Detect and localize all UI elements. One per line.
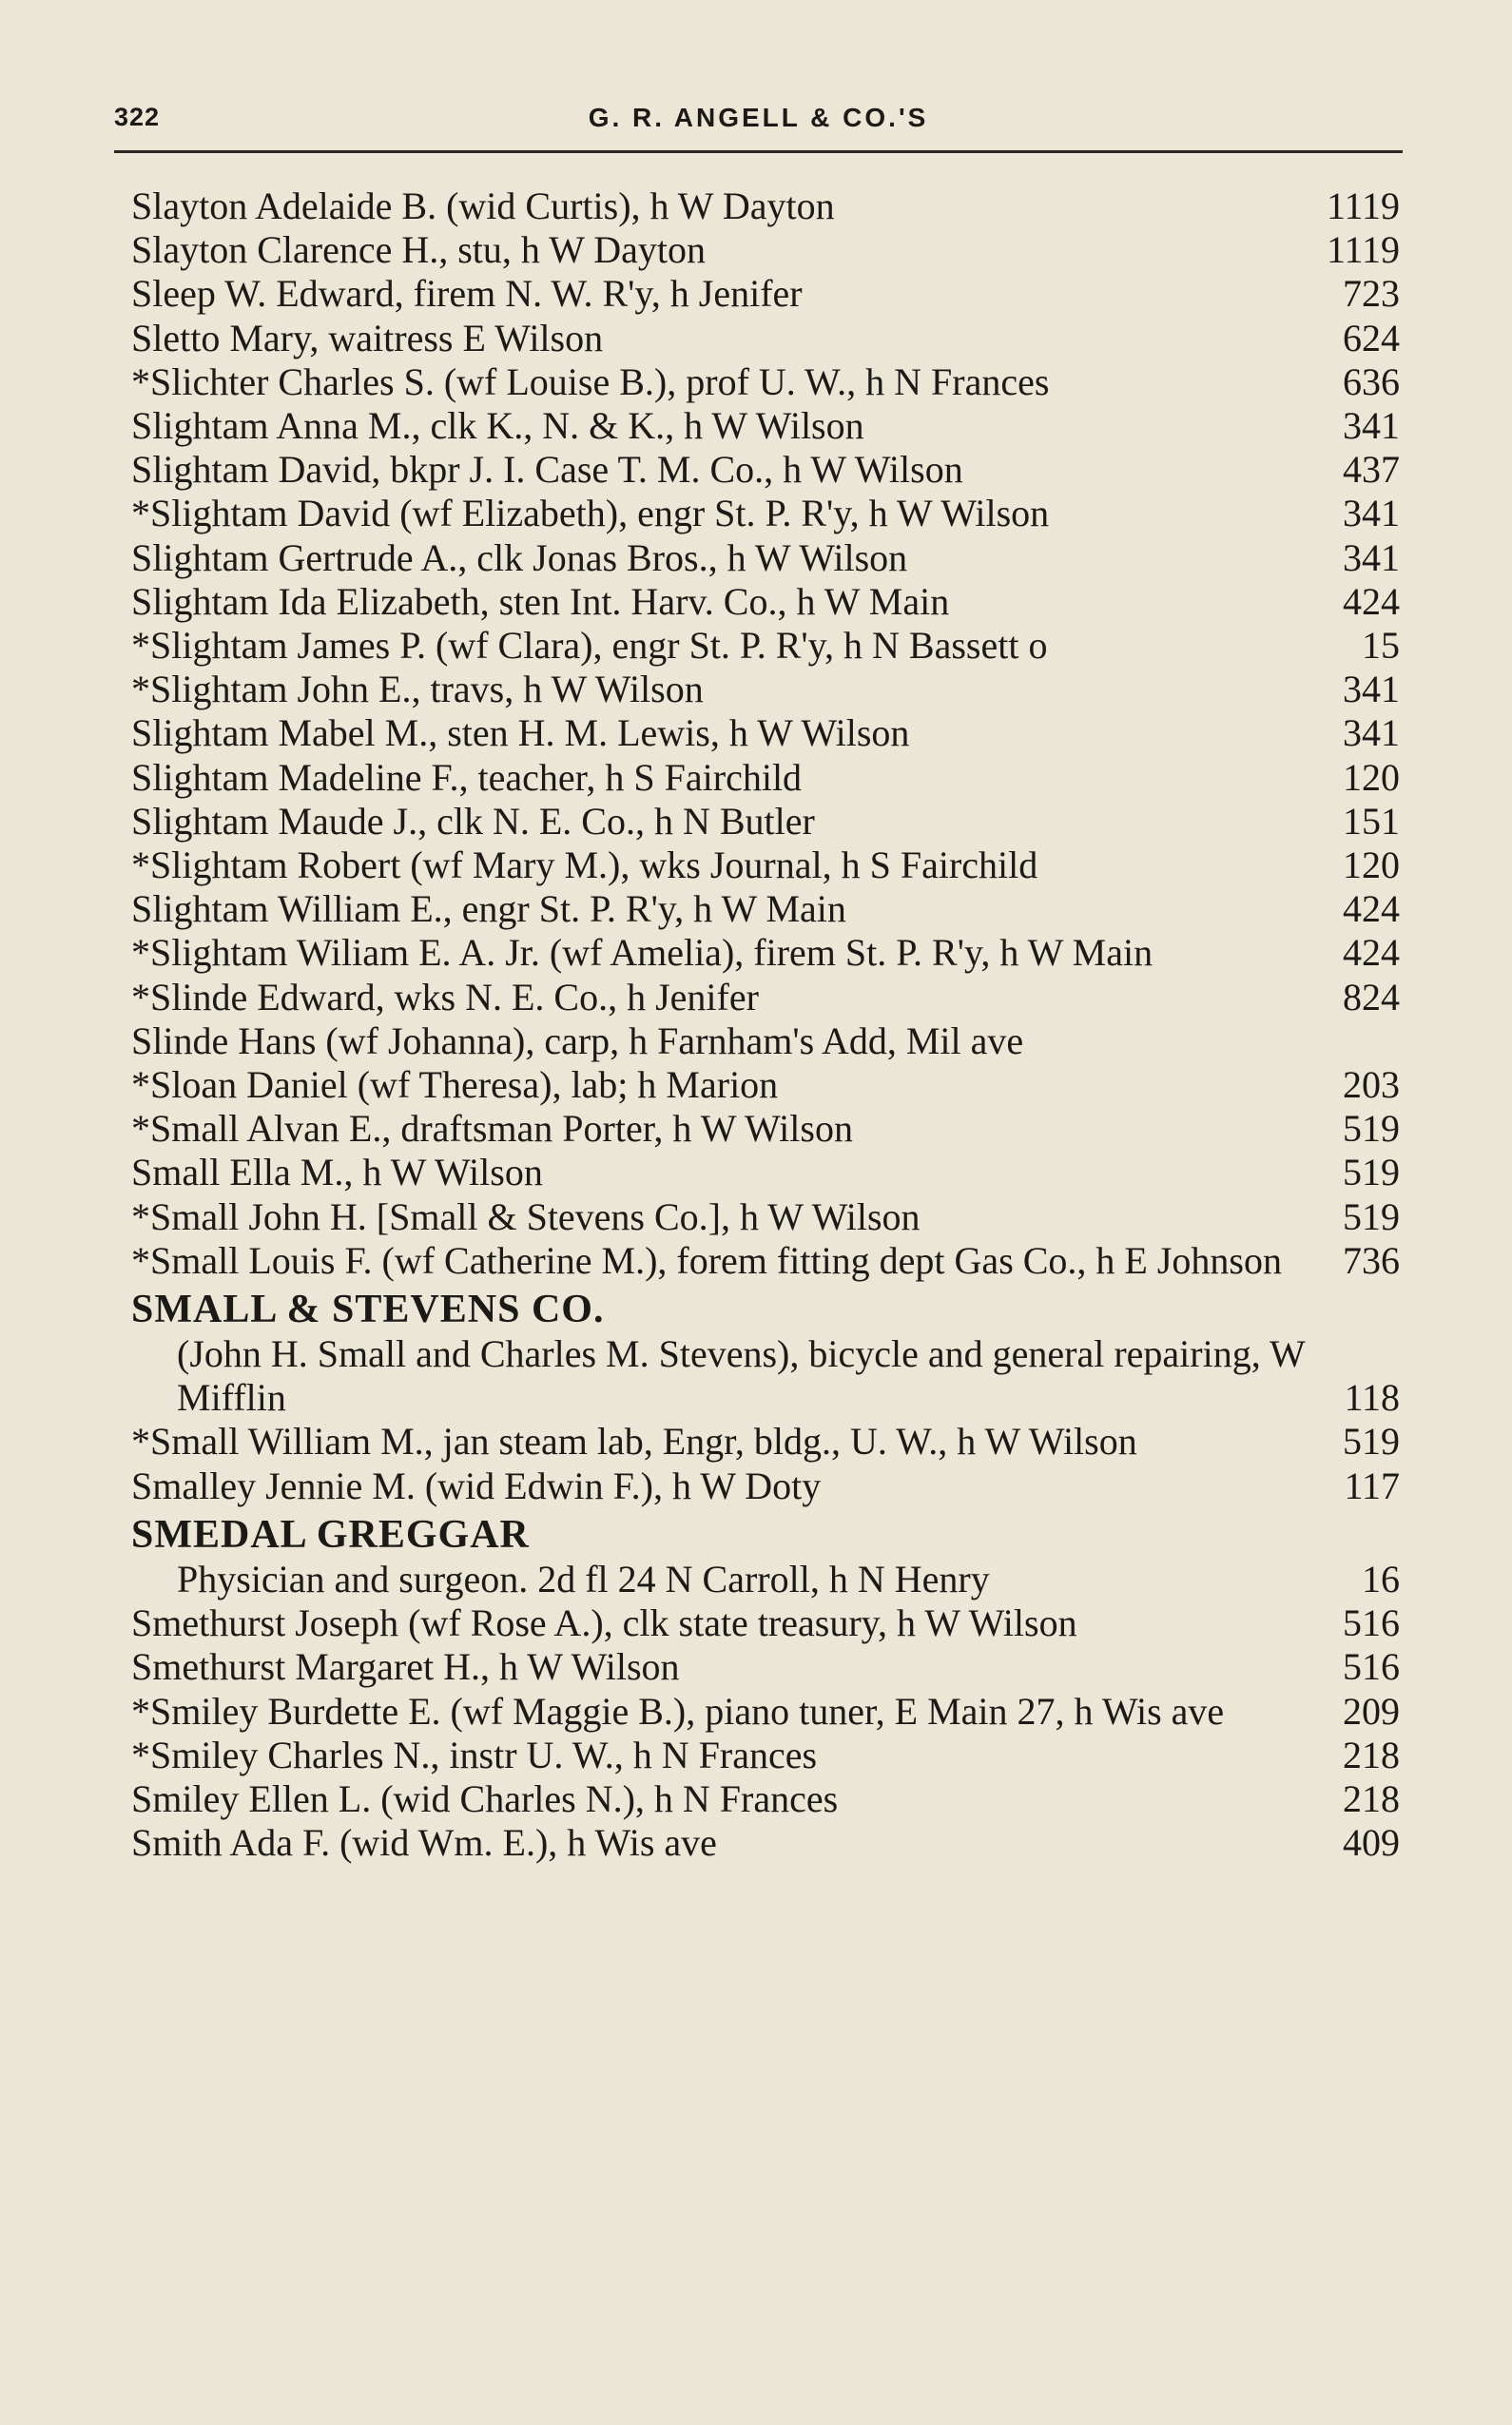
entry-text: *Small Louis F. (wf Catherine M.), forem fitting dept Gas Co., h E Johnson (131, 1238, 1282, 1282)
directory-listing (131, 184, 1407, 1865)
directory-entry (131, 1777, 1407, 1821)
entry-text: *Smiley Charles N., instr U. W., h N Frances (131, 1733, 818, 1776)
directory-entry (131, 711, 1407, 755)
directory-entry (131, 1420, 1407, 1464)
directory-entry (131, 1063, 1407, 1107)
entry-text: Slayton Adelaide B. (wid Curtis), h W Dayton (131, 184, 835, 227)
entry-text: Sletto Mary, waitress E Wilson (131, 316, 604, 359)
directory-entry (131, 1151, 1407, 1194)
business-desc-text: Physician and surgeon. 2d fl 24 N Carroll, h N Henry (177, 1557, 990, 1600)
directory-entry (131, 272, 1407, 316)
directory-entry (131, 1645, 1407, 1689)
directory-entry (131, 1690, 1407, 1734)
entry-number: 409 (1343, 1821, 1400, 1865)
entry-number: 519 (1343, 1151, 1400, 1194)
entry-text: *Slightam James P. (wf Clara), engr St. P. R'y, h N Bassett o (131, 624, 1048, 668)
entry-number: 624 (1343, 316, 1400, 359)
entry-number: 203 (1343, 1063, 1400, 1107)
entry-number: 120 (1343, 755, 1400, 799)
entry-text: *Slightam John E., travs, h W Wilson (131, 668, 704, 711)
directory-entry (131, 756, 1407, 800)
directory-entry (131, 668, 1407, 711)
entry-text: Slightam Mabel M., sten H. M. Lewis, h W Wilson (131, 711, 910, 755)
entry-text: *Small William M., jan steam lab, Engr, bldg., U. W., h W Wilson (131, 1420, 1137, 1464)
directory-entry (131, 887, 1407, 931)
directory-entry (131, 1821, 1407, 1865)
entry-number: 341 (1343, 404, 1400, 448)
entry-number: 424 (1343, 887, 1400, 931)
directory-entry (131, 184, 1407, 228)
entry-number: 516 (1343, 1601, 1400, 1645)
entry-number: 1119 (1326, 184, 1400, 227)
entry-text: *Smiley Burdette E. (wf Maggie B.), piano tuner, E Main 27, h Wis ave (131, 1689, 1225, 1733)
entry-number: 736 (1343, 1238, 1400, 1282)
entry-text: Slightam Anna M., clk K., N. & K., h W Wilson (131, 404, 864, 448)
business-desc-text: (John H. Small and Charles M. Stevens), bicycle and general repairing, W Mifflin (177, 1332, 1305, 1420)
directory-entry (131, 580, 1407, 624)
directory-entry (131, 448, 1407, 492)
entry-number: 117 (1344, 1464, 1400, 1507)
entry-number: 118 (1344, 1376, 1400, 1420)
entry-number: 824 (1343, 975, 1400, 1018)
entry-number: 341 (1343, 711, 1400, 755)
entry-number: 519 (1343, 1420, 1400, 1464)
entry-text: Slinde Hans (wf Johanna), carp, h Farnham's Add, Mil ave (131, 1018, 1024, 1062)
entry-text: *Small John H. [Small & Stevens Co.], h W Wilson (131, 1194, 921, 1238)
directory-entry (131, 1734, 1407, 1777)
running-head: G. R. ANGELL & CO.'S (588, 103, 929, 132)
business-description (131, 1558, 1407, 1601)
entry-text: *Slightam Robert (wf Mary M.), wks Journal, h S Fairchild (131, 844, 1038, 887)
entry-text: *Slightam David (wf Elizabeth), engr St. P. R'y, h W Wilson (131, 492, 1050, 535)
entry-number: 16 (1362, 1557, 1400, 1600)
entry-text: Smalley Jennie M. (wid Edwin F.), h W Doty (131, 1464, 822, 1507)
directory-entry (131, 1195, 1407, 1239)
directory-entry (131, 1239, 1407, 1283)
directory-entry (131, 1019, 1407, 1063)
entry-number: 209 (1343, 1689, 1400, 1733)
entry-number: 636 (1343, 359, 1400, 403)
entry-number: 218 (1343, 1733, 1400, 1776)
directory-entry (131, 492, 1407, 535)
directory-entry (131, 536, 1407, 580)
entry-number: 519 (1343, 1194, 1400, 1238)
entry-number: 424 (1343, 579, 1400, 623)
directory-entry (131, 404, 1407, 448)
directory-entry (131, 360, 1407, 404)
entry-number: 15 (1362, 624, 1400, 668)
entry-text: Slightam Gertrude A., clk Jonas Bros., h W Wilson (131, 535, 908, 579)
entry-text: *Slichter Charles S. (wf Louise B.), prof U. W., h N Frances (131, 359, 1050, 403)
entry-text: Slightam Madeline F., teacher, h S Fairchild (131, 755, 803, 799)
header-rule (114, 150, 1403, 153)
entry-text: *Small Alvan E., draftsman Porter, h W Wilson (131, 1107, 853, 1151)
entry-number: 516 (1343, 1645, 1400, 1689)
entry-text: *Sloan Daniel (wf Theresa), lab; h Marion (131, 1063, 779, 1107)
directory-entry (131, 317, 1407, 360)
entry-text: Slightam David, bkpr J. I. Case T. M. Co., h W Wilson (131, 448, 963, 492)
entry-text: Slightam Ida Elizabeth, sten Int. Harv. Co., h W Main (131, 579, 950, 623)
entry-number: 151 (1343, 799, 1400, 843)
entry-text: Smiley Ellen L. (wid Charles N.), h N Frances (131, 1776, 839, 1820)
page-header (114, 103, 1403, 141)
directory-entry (131, 844, 1407, 887)
directory-entry (131, 1107, 1407, 1151)
business-name: SMEDAL GREGGAR (131, 1512, 530, 1557)
directory-entry (131, 800, 1407, 844)
entry-number: 218 (1343, 1776, 1400, 1820)
entry-number: 341 (1343, 535, 1400, 579)
entry-number: 424 (1343, 931, 1400, 975)
entry-number: 519 (1343, 1107, 1400, 1151)
entry-text: Smethurst Margaret H., h W Wilson (131, 1645, 680, 1689)
entry-text: Small Ella M., h W Wilson (131, 1151, 543, 1194)
entry-number: 120 (1343, 844, 1400, 887)
directory-entry (131, 1465, 1407, 1508)
entry-text: *Slightam Wiliam E. A. Jr. (wf Amelia), firem St. P. R'y, h W Main (131, 931, 1153, 975)
entry-text: Slayton Clarence H., stu, h W Dayton (131, 228, 706, 272)
entry-number: 341 (1343, 668, 1400, 711)
directory-entry (131, 931, 1407, 975)
entry-number: 437 (1343, 448, 1400, 492)
entry-number: 723 (1343, 272, 1400, 316)
business-listing (131, 1512, 1407, 1601)
directory-entry (131, 624, 1407, 668)
entry-number: 341 (1343, 492, 1400, 535)
directory-entry (131, 1601, 1407, 1645)
entry-text: Smethurst Joseph (wf Rose A.), clk state treasury, h W Wilson (131, 1601, 1077, 1645)
business-name: SMALL & STEVENS CO. (131, 1288, 605, 1332)
entry-text: Sleep W. Edward, firem N. W. R'y, h Jenifer (131, 272, 803, 316)
directory-entry (131, 228, 1407, 272)
entry-text: Smith Ada F. (wid Wm. E.), h Wis ave (131, 1821, 717, 1865)
page-number: 322 (114, 103, 161, 131)
entry-text: *Slinde Edward, wks N. E. Co., h Jenifer (131, 975, 759, 1018)
entry-text: Slightam William E., engr St. P. R'y, h W Main (131, 887, 846, 931)
entry-text: Slightam Maude J., clk N. E. Co., h N Butler (131, 799, 815, 843)
directory-entry (131, 976, 1407, 1019)
business-description (131, 1332, 1407, 1420)
business-listing (131, 1287, 1407, 1420)
entry-number: 1119 (1326, 228, 1400, 272)
